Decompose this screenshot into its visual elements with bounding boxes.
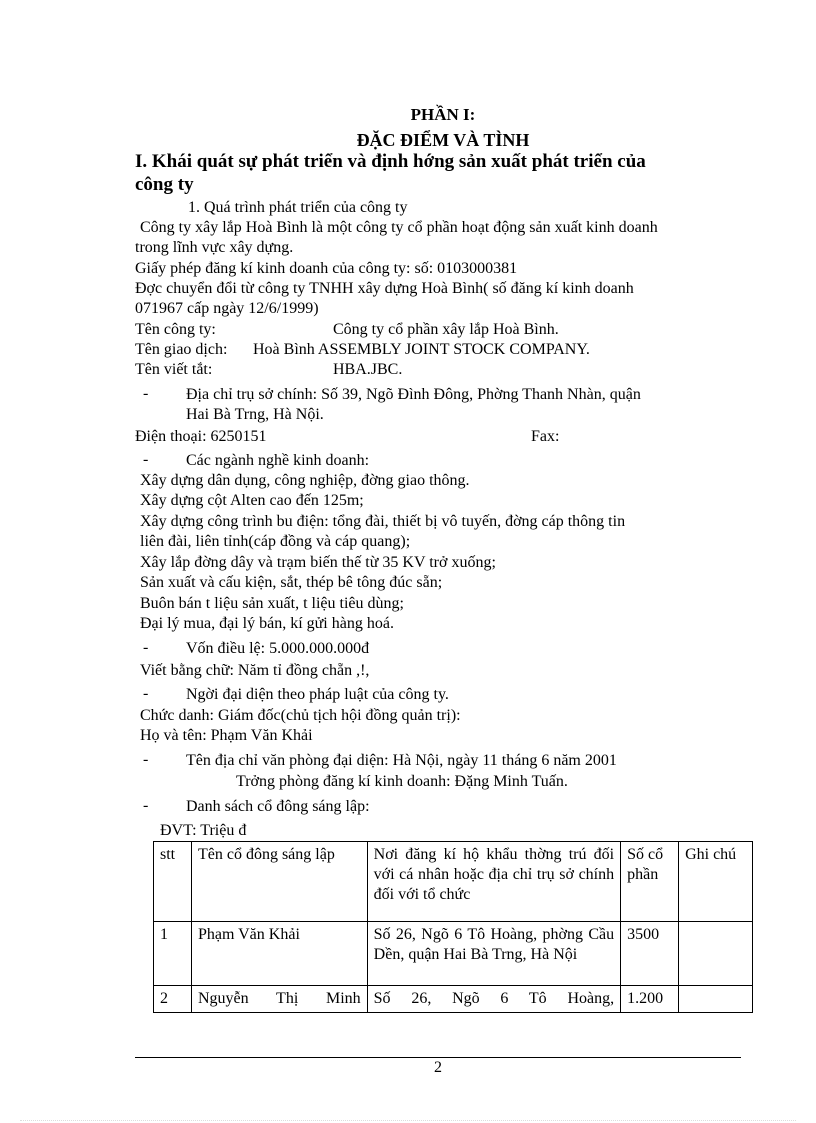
header-stt: stt bbox=[154, 842, 192, 922]
trade-name-label: Tên giao dịch: bbox=[135, 341, 228, 358]
bullet-dash: - bbox=[143, 385, 149, 402]
cell-address: Số 26, Ngõ 6 Tô Hoàng, phờng Cầu Dền, quận Hai Bà Trng, Hà Nội bbox=[367, 922, 620, 986]
table-row bbox=[154, 986, 753, 1013]
founders-title: Danh sách cổ đông sáng lập: bbox=[186, 798, 370, 815]
page-number: 2 bbox=[434, 1059, 442, 1076]
cell-name: Nguyễn Thị Minh bbox=[191, 986, 367, 1013]
business-item: Xây dựng dân dụng, công nghiệp, đờng giao thông. bbox=[140, 472, 470, 489]
trade-name-value: Hoà Bình ASSEMBLY JOINT STOCK COMPANY. bbox=[253, 341, 590, 358]
bullet-dash: - bbox=[143, 451, 149, 468]
address-line2: Hai Bà Trng, Hà Nội. bbox=[186, 406, 324, 423]
bullet-dash: - bbox=[143, 639, 149, 656]
fax-line: Fax: bbox=[531, 428, 560, 445]
part-heading: PHẦN I: bbox=[410, 105, 476, 124]
header-note: Ghi chú bbox=[679, 842, 753, 922]
license-line: Giấy phép đăng kí kinh doanh của công ty: số: 0103000381 bbox=[135, 260, 518, 277]
capital-words-line: Viết bằng chữ: Năm tỉ đồng chẵn ,!, bbox=[140, 662, 370, 679]
business-item: Sản xuất và cấu kiện, sắt, thép bê tông đúc sẵn; bbox=[140, 574, 443, 591]
business-item: Xây dựng cột Alten cao đến 125m; bbox=[140, 492, 364, 509]
phone-line: Điện thoại: 6250151 bbox=[135, 428, 267, 445]
cell-note bbox=[679, 922, 753, 986]
abbr-name-value: HBA.JBC. bbox=[333, 361, 403, 378]
section-title-line1: I. Khái quát sự phát triển và định hớng sản xuất phát triển của bbox=[135, 151, 646, 172]
representative-title: Ngời đại diện theo pháp luật của công ty. bbox=[186, 686, 449, 703]
business-title: Các ngành nghề kinh doanh: bbox=[186, 452, 370, 469]
header-name: Tên cổ đông sáng lập bbox=[191, 842, 367, 922]
business-item: Xây lắp đờng dây và trạm biến thế từ 35 KV trở xuống; bbox=[140, 554, 496, 571]
cell-stt: 2 bbox=[154, 986, 192, 1013]
office-line2: Trởng phòng đăng kí kinh doanh: Đặng Minh Tuấn. bbox=[236, 773, 568, 790]
page-edge-divider bbox=[20, 1120, 796, 1121]
convert-line2: 071967 cấp ngày 12/6/1999) bbox=[135, 300, 319, 317]
para1-line2: trong lĩnh vực xây dựng. bbox=[135, 239, 294, 256]
company-name-label: Tên công ty: bbox=[135, 321, 216, 338]
representative-position: Chức danh: Giám đốc(chủ tịch hội đồng quản trị): bbox=[140, 707, 461, 724]
subsection-title: 1. Quá trình phát triển của công ty bbox=[188, 199, 408, 216]
part-title: ĐẶC ĐIỂM VÀ TÌNH bbox=[356, 130, 530, 150]
header-shares: Số cổ phần bbox=[621, 842, 679, 922]
business-item: Xây dựng công trình bu điện: tổng đài, thiết bị vô tuyến, đờng cáp thông tin bbox=[140, 513, 626, 530]
business-item: liên đài, liên tỉnh(cáp đồng và cáp quang); bbox=[140, 533, 411, 550]
company-name-value: Công ty cổ phần xây lắp Hoà Bình. bbox=[333, 321, 559, 338]
representative-name: Họ và tên: Phạm Văn Khải bbox=[140, 727, 313, 744]
cell-address: Số 26, Ngõ 6 Tô Hoàng, bbox=[367, 986, 620, 1013]
founders-table bbox=[153, 841, 753, 1013]
abbr-name-label: Tên viết tắt: bbox=[135, 361, 213, 378]
address-line1: Địa chỉ trụ sở chính: Số 39, Ngõ Đình Đông, Phờng Thanh Nhàn, quận bbox=[186, 386, 641, 403]
table-header-row bbox=[154, 842, 753, 922]
table-row bbox=[154, 922, 753, 986]
unit-label: ĐVT: Triệu đ bbox=[160, 822, 247, 839]
cell-stt: 1 bbox=[154, 922, 192, 986]
convert-line1: Đợc chuyển đổi từ công ty TNHH xây dựng Hoà Bình( số đăng kí kinh doanh bbox=[135, 280, 634, 297]
para1-line1: Công ty xây lắp Hoà Bình là một công ty cổ phần hoạt động sản xuất kinh doanh bbox=[140, 219, 658, 236]
office-line1: Tên địa chỉ văn phòng đại diện: Hà Nội, ngày 11 tháng 6 năm 2001 bbox=[186, 752, 617, 769]
cell-name: Phạm Văn Khải bbox=[191, 922, 367, 986]
capital-line: Vốn điều lệ: 5.000.000.000đ bbox=[186, 640, 370, 657]
cell-shares: 1.200 bbox=[621, 986, 679, 1013]
business-item: Đại lý mua, đại lý bán, kí gửi hàng hoá. bbox=[140, 615, 394, 632]
bullet-dash: - bbox=[143, 685, 149, 702]
section-title-line2: công ty bbox=[135, 174, 194, 195]
cell-shares: 3500 bbox=[621, 922, 679, 986]
bullet-dash: - bbox=[143, 797, 149, 814]
bullet-dash: - bbox=[143, 751, 149, 768]
cell-note bbox=[679, 986, 753, 1013]
header-address: Nơi đăng kí hộ khẩu thờng trú đối với cá nhân hoặc địa chỉ trụ sở chính đối với tổ chức bbox=[367, 842, 620, 922]
business-item: Buôn bán t liệu sản xuất, t liệu tiêu dùng; bbox=[140, 595, 404, 612]
